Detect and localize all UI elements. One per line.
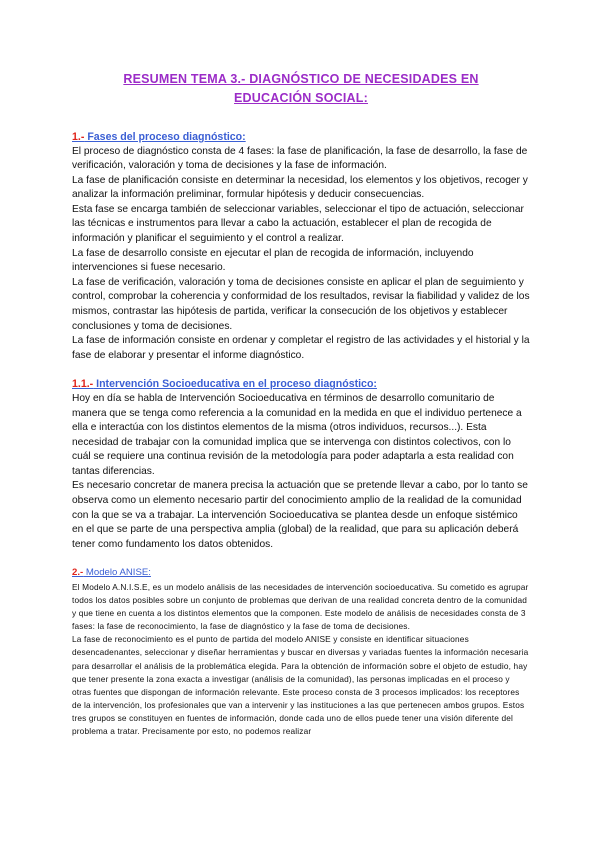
paragraph: La fase de desarrollo consiste en ejecutar el plan de recogida de información, incluyendo intervenciones si fuese necesario. (72, 247, 474, 274)
paragraph: El proceso de diagnóstico consta de 4 fases: la fase de planificación, la fase de desarrollo, la fase de verificación, valoración y toma de decisiones y la fase de información. (72, 145, 528, 172)
paragraph: La fase de planificación consiste en determinar la necesidad, los elementos y los objetivos, recoger y analizar la información preliminar, formular hipótesis y deducir consecuencias. (72, 174, 528, 201)
section-title: Fases del proceso diagnóstico: (84, 131, 246, 143)
section-title: Intervención Socioeducativa en el proceso diagnóstico: (93, 378, 377, 391)
paragraph: La fase de verificación, valoración y toma de decisiones consiste en aplicar el plan de seguimiento y control, comprobar la coherencia y conformidad de los resultados, revisar la fiabilidad y validez de los mismos, contrastar las hipótesis de partida, verificar la consecución de los objetivos y establecer conclusiones y toma de decisiones. (72, 276, 530, 332)
title-line-1: RESUMEN TEMA 3.- DIAGNÓSTICO DE NECESIDADES EN (123, 72, 479, 86)
paragraph: La fase de información consiste en ordenar y completar el registro de las actividades y el historial y la fase de elaborar y presentar el informe diagnóstico. (72, 335, 530, 361)
document-title (72, 70, 530, 108)
paragraph: El Modelo A.N.I.S.E, es un modelo análisis de las necesidades de intervención socioeducativa. Su cometido es agrupar todos los datos posibles sobre un conjunto de problemas que derivan de una realidad concreta dentro de la comunidad y que tiene en cuenta a los distintos elementos que la componen. Este modelo de análisis de necesidades consta de 3 fases: la fase de reconocimiento, la fase de diagnóstico y la fase de toma de decisiones. (72, 581, 529, 632)
section-heading (72, 566, 530, 581)
section-modelo-anise (72, 566, 530, 738)
paragraph: Esta fase se encarga también de seleccionar variables, seleccionar el tipo de actuación, seleccionar las técnicas e instrumentos para llevar a cabo la actuación, establecer el plan de recogida de información y planificar el seguimiento y el control a realizar. (72, 203, 524, 245)
section-number: 1.- (72, 131, 85, 143)
paragraph: La fase de reconocimiento es el punto de partida del modelo ANISE y consiste en identificar situaciones desencadenantes, seleccionar y diseñar herramientas y buscar en diversas y variadas fuentes la información necesaria para desarrollar el análisis de la problemática elegida. Para la obtención de información sobre el objeto de estudio, hay que tener presente la zona exacta a investigar (análisis de la comunidad), las personas implicadas en el proceso y otras fuentes que dispongan de información relevante. Este proceso consta de 3 procesos implicados: los receptores de la intervención, los profesionales que van a intervenir y las instituciones a las que pertenecen ambos grupos. Estos tres grupos se constituyen en fuentes de información, donde cada uno de ellos puede tener una visión diferente del problema a tratar. Precisamente por esto, no podemos realizar (72, 634, 529, 736)
section-number: 2.- (72, 567, 84, 579)
section-intervencion (72, 377, 530, 552)
section-heading (72, 377, 530, 392)
section-heading (72, 130, 530, 145)
section-number: 1.1.- (72, 378, 94, 391)
paragraph: Es necesario concretar de manera precisa la actuación que se pretende llevar a cabo, por lo tanto se observa como un elemento necesario partir del conocimiento amplio de la realidad de la comunidad con la que se va a trabajar. La intervención Socioeducativa se plantea desde un enfoque sistémico en el que se parte de una perspectiva amplia (global) de la realidad, que para su aplicación deberá tener como fundamento los datos obtenidos. (72, 480, 528, 550)
section-fases (72, 130, 530, 363)
title-line-2: EDUCACIÓN SOCIAL: (234, 91, 368, 105)
paragraph: Hoy en día se habla de Intervención Socioeducativa en términos de desarrollo comunitario de manera que se tenga como referencia a la comunidad en la medida en que el individuo pertenece a ella e interactúa con los distintos elementos de la misma (otros individuos, recursos...). Esta necesidad de trabajar con la comunidad implica que se intervenga con distintos colectivos, con lo cuál se requiere una continua revisión de la metodología para poder adaptarla a esta realidad con tantas diferencias. (72, 392, 522, 477)
section-title: Modelo ANISE: (83, 567, 151, 579)
